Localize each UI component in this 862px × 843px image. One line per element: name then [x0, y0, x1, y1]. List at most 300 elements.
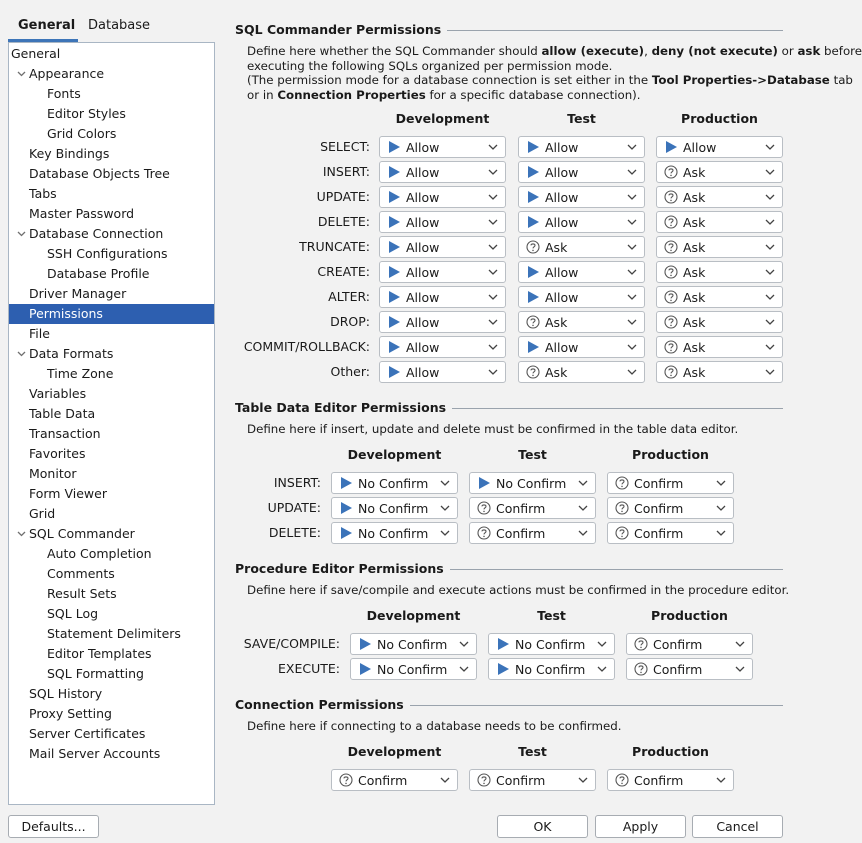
play-icon	[526, 215, 540, 229]
play-icon	[526, 165, 540, 179]
question-icon	[634, 662, 648, 676]
chevron-down-icon[interactable]	[577, 502, 589, 514]
dropdown-value: No Confirm	[358, 476, 429, 491]
dropdown-value: Ask	[683, 190, 706, 205]
sql-other-production-dropdown[interactable]	[656, 361, 783, 383]
chevron-down-icon[interactable]	[14, 224, 28, 244]
chevron-down-icon[interactable]	[439, 477, 451, 489]
sql-truncate-development-dropdown[interactable]	[379, 236, 506, 258]
dropdown-value: Confirm	[653, 637, 703, 652]
dropdown-value: No Confirm	[377, 637, 448, 652]
question-icon	[526, 315, 540, 329]
question-icon	[664, 190, 678, 204]
play-icon	[339, 501, 353, 515]
settings-tree[interactable]	[8, 42, 215, 805]
dropdown-value: Confirm	[634, 526, 684, 541]
sql-select-development-dropdown[interactable]	[379, 136, 506, 158]
tree-item-table-data[interactable]	[9, 404, 214, 424]
play-icon	[387, 365, 401, 379]
tree-item-label: Grid	[29, 506, 56, 521]
tree-item-label: Favorites	[29, 446, 86, 461]
chevron-down-icon[interactable]	[487, 241, 499, 253]
tree-item-transaction[interactable]	[9, 424, 214, 444]
chevron-down-icon[interactable]	[734, 663, 746, 675]
table-data-update-development-dropdown[interactable]	[331, 497, 458, 519]
description-emphasis: deny (not execute)	[651, 44, 778, 58]
play-icon	[526, 290, 540, 304]
description-text: for a specific database connection).	[425, 87, 641, 102]
tree-item-key-bindings[interactable]	[9, 144, 214, 164]
dropdown-value: Ask	[545, 315, 568, 330]
chevron-down-icon[interactable]	[487, 166, 499, 178]
tree-item-sql-history[interactable]	[9, 684, 214, 704]
play-icon	[526, 265, 540, 279]
description-text: or in	[247, 87, 278, 102]
sql-drop-test-dropdown[interactable]	[518, 311, 645, 333]
play-icon	[387, 165, 401, 179]
sql-select-production-dropdown[interactable]	[656, 136, 783, 158]
chevron-down-icon[interactable]	[715, 502, 727, 514]
chevron-down-icon[interactable]	[764, 341, 776, 353]
tree-item-label: Data Formats	[29, 346, 114, 361]
chevron-down-icon[interactable]	[764, 316, 776, 328]
connection-section-title: Connection Permissions	[235, 697, 410, 712]
tree-item-sql-formatting[interactable]	[9, 664, 214, 684]
dropdown-value: Allow	[545, 265, 579, 280]
tree-item-tabs[interactable]	[9, 184, 214, 204]
tree-item-label: SSH Configurations	[47, 246, 168, 261]
description-emphasis: ask	[797, 44, 821, 58]
tree-item-comments[interactable]	[9, 564, 214, 584]
chevron-down-icon[interactable]	[764, 366, 776, 378]
chevron-down-icon[interactable]	[487, 266, 499, 278]
procedure-save-compile-production-dropdown[interactable]	[626, 633, 753, 655]
tree-item-label: Editor Templates	[47, 646, 152, 661]
chevron-down-icon[interactable]	[626, 366, 638, 378]
column-header-production: Production	[632, 447, 709, 462]
connection-connect-production-dropdown[interactable]	[607, 769, 734, 791]
sql-update-development-dropdown[interactable]	[379, 186, 506, 208]
chevron-down-icon[interactable]	[577, 527, 589, 539]
section-divider	[450, 569, 783, 570]
chevron-down-icon[interactable]	[487, 316, 499, 328]
tree-item-label: Tabs	[29, 186, 57, 201]
defaults-button[interactable]: Defaults...	[8, 815, 99, 838]
tree-item-editor-styles[interactable]	[9, 104, 214, 124]
tree-item-favorites[interactable]	[9, 444, 214, 464]
sql-alter-development-dropdown[interactable]	[379, 286, 506, 308]
column-header-test: Test	[518, 744, 547, 759]
sql-row-label: DROP:	[330, 314, 370, 329]
chevron-down-icon[interactable]	[458, 663, 470, 675]
tree-item-label: Variables	[29, 386, 87, 401]
dropdown-value: Ask	[683, 265, 706, 280]
question-icon	[664, 240, 678, 254]
ok-button[interactable]: OK	[497, 815, 588, 838]
dropdown-value: Allow	[545, 340, 579, 355]
tree-item-label: Monitor	[29, 466, 77, 481]
chevron-down-icon[interactable]	[596, 638, 608, 650]
chevron-down-icon[interactable]	[764, 266, 776, 278]
description-text: executing the following SQLs organized per permission mode.	[247, 58, 613, 73]
apply-button[interactable]: Apply	[595, 815, 686, 838]
dropdown-value: Confirm	[634, 501, 684, 516]
chevron-down-icon[interactable]	[458, 638, 470, 650]
tree-item-label: Grid Colors	[47, 126, 117, 141]
chevron-down-icon[interactable]	[487, 216, 499, 228]
chevron-down-icon[interactable]	[626, 316, 638, 328]
tree-item-label: Result Sets	[47, 586, 117, 601]
description-text: ,	[644, 44, 652, 58]
play-icon	[387, 190, 401, 204]
chevron-down-icon[interactable]	[577, 774, 589, 786]
sql-alter-production-dropdown[interactable]	[656, 286, 783, 308]
tree-item-label: Proxy Setting	[29, 706, 112, 721]
tree-item-label: File	[29, 326, 50, 341]
chevron-down-icon[interactable]	[734, 638, 746, 650]
play-icon	[358, 637, 372, 651]
column-header-test: Test	[567, 111, 596, 126]
dropdown-value: Allow	[406, 190, 440, 205]
dropdown-value: No Confirm	[496, 476, 567, 491]
play-icon	[387, 140, 401, 154]
dropdown-value: Ask	[683, 315, 706, 330]
chevron-down-icon[interactable]	[764, 216, 776, 228]
chevron-down-icon[interactable]	[626, 266, 638, 278]
play-icon	[387, 215, 401, 229]
section-divider	[452, 408, 783, 409]
question-icon	[526, 240, 540, 254]
tree-item-label: Database Connection	[29, 226, 164, 241]
sql-section-title: SQL Commander Permissions	[235, 22, 447, 37]
tree-item-driver-manager[interactable]	[9, 284, 214, 304]
dropdown-value: No Confirm	[358, 501, 429, 516]
dropdown-value: Confirm	[634, 773, 684, 788]
chevron-down-icon[interactable]	[596, 663, 608, 675]
table-data-section-title: Table Data Editor Permissions	[235, 400, 452, 415]
tree-item-data-formats[interactable]	[9, 344, 214, 364]
description-text: before	[820, 44, 862, 58]
dropdown-value: Confirm	[634, 476, 684, 491]
column-header-test: Test	[537, 608, 566, 623]
chevron-down-icon[interactable]	[439, 527, 451, 539]
play-icon	[496, 637, 510, 651]
chevron-down-icon[interactable]	[439, 502, 451, 514]
question-icon	[615, 526, 629, 540]
tree-item-mail-server-accounts[interactable]	[9, 744, 214, 764]
dropdown-value: Allow	[406, 215, 440, 230]
tree-item-permissions[interactable]	[9, 304, 214, 324]
question-icon	[664, 165, 678, 179]
dropdown-value: Confirm	[496, 501, 546, 516]
chevron-down-icon[interactable]	[626, 166, 638, 178]
tree-item-sql-log[interactable]	[9, 604, 214, 624]
dropdown-value: Ask	[683, 165, 706, 180]
dropdown-value: Allow	[406, 265, 440, 280]
tree-item-label: SQL Commander	[29, 526, 135, 541]
sql-select-test-dropdown[interactable]	[518, 136, 645, 158]
play-icon	[339, 526, 353, 540]
sql-create-development-dropdown[interactable]	[379, 261, 506, 283]
question-icon	[664, 340, 678, 354]
chevron-down-icon[interactable]	[487, 141, 499, 153]
tree-item-grid[interactable]	[9, 504, 214, 524]
dropdown-value: Confirm	[496, 773, 546, 788]
column-header-test: Test	[518, 447, 547, 462]
tree-item-form-viewer[interactable]	[9, 484, 214, 504]
tree-item-label: Database Profile	[47, 266, 150, 281]
sql-row-label: DELETE:	[317, 214, 370, 229]
description-text: tab	[829, 73, 853, 87]
chevron-down-icon[interactable]	[715, 527, 727, 539]
tree-item-server-certificates[interactable]	[9, 724, 214, 744]
dropdown-value: Allow	[406, 140, 440, 155]
tree-item-general[interactable]	[9, 44, 214, 64]
play-icon	[477, 476, 491, 490]
dropdown-value: Ask	[683, 290, 706, 305]
tree-item-master-password[interactable]	[9, 204, 214, 224]
sql-insert-development-dropdown[interactable]	[379, 161, 506, 183]
dropdown-value: Allow	[545, 290, 579, 305]
sql-delete-development-dropdown[interactable]	[379, 211, 506, 233]
tree-item-label: Fonts	[47, 86, 81, 101]
dropdown-value: Confirm	[653, 662, 703, 677]
sql-row-label: TRUNCATE:	[299, 239, 370, 254]
dropdown-value: Allow	[545, 190, 579, 205]
tree-item-label: Master Password	[29, 206, 135, 221]
sql-delete-production-dropdown[interactable]	[656, 211, 783, 233]
sql-create-test-dropdown[interactable]	[518, 261, 645, 283]
play-icon	[339, 476, 353, 490]
column-header-production: Production	[681, 111, 758, 126]
sql-truncate-test-dropdown[interactable]	[518, 236, 645, 258]
sql-alter-test-dropdown[interactable]	[518, 286, 645, 308]
tree-item-proxy-setting[interactable]	[9, 704, 214, 724]
tab-database[interactable]: Database	[88, 18, 151, 33]
chevron-down-icon[interactable]	[626, 191, 638, 203]
chevron-down-icon[interactable]	[487, 366, 499, 378]
chevron-down-icon[interactable]	[764, 166, 776, 178]
table-data-delete-production-dropdown[interactable]	[607, 522, 734, 544]
question-icon	[477, 501, 491, 515]
tree-item-label: Appearance	[29, 66, 105, 81]
description-emphasis: Tool Properties->Database	[651, 73, 830, 87]
procedure-execute-development-dropdown[interactable]	[350, 658, 477, 680]
table-data-insert-test-dropdown[interactable]	[469, 472, 596, 494]
chevron-down-icon[interactable]	[764, 191, 776, 203]
tree-item-label: Permissions	[29, 306, 103, 321]
procedure-section-title: Procedure Editor Permissions	[235, 561, 450, 576]
sql-other-test-dropdown[interactable]	[518, 361, 645, 383]
tree-item-label: General	[11, 46, 61, 61]
tree-item-label: SQL Formatting	[47, 666, 144, 681]
dropdown-value: Ask	[683, 215, 706, 230]
connection-connect-test-dropdown[interactable]	[469, 769, 596, 791]
chevron-down-icon[interactable]	[715, 774, 727, 786]
table-data-row-label: UPDATE:	[267, 500, 321, 515]
connection-connect-development-dropdown[interactable]	[331, 769, 458, 791]
sql-row-label: INSERT:	[322, 164, 370, 179]
table-data-update-production-dropdown[interactable]	[607, 497, 734, 519]
dropdown-value: Allow	[406, 340, 440, 355]
dropdown-value: No Confirm	[377, 662, 448, 677]
tree-item-label: SQL History	[29, 686, 103, 701]
play-icon	[526, 340, 540, 354]
sql-row-label: Other:	[330, 364, 370, 379]
table-data-insert-production-dropdown[interactable]	[607, 472, 734, 494]
dropdown-value: Allow	[406, 165, 440, 180]
dropdown-value: Allow	[545, 215, 579, 230]
tree-item-time-zone[interactable]	[9, 364, 214, 384]
procedure-save-compile-test-dropdown[interactable]	[488, 633, 615, 655]
play-icon	[664, 140, 678, 154]
tree-item-label: Time Zone	[47, 366, 114, 381]
sql-insert-production-dropdown[interactable]	[656, 161, 783, 183]
description-text: or	[777, 44, 798, 58]
tree-item-label: Form Viewer	[29, 486, 107, 501]
tree-item-label: Editor Styles	[47, 106, 126, 121]
dropdown-value: Ask	[683, 340, 706, 355]
sql-row-label: ALTER:	[328, 289, 370, 304]
tree-item-monitor[interactable]	[9, 464, 214, 484]
procedure-description: Define here if save/compile and execute actions must be confirmed in the procedure editor.	[247, 583, 790, 597]
tree-item-statement-delimiters[interactable]	[9, 624, 214, 644]
tree-item-fonts[interactable]	[9, 84, 214, 104]
section-divider	[410, 705, 783, 706]
play-icon	[387, 265, 401, 279]
tree-item-label: Transaction	[29, 426, 101, 441]
sql-other-development-dropdown[interactable]	[379, 361, 506, 383]
chevron-down-icon[interactable]	[626, 341, 638, 353]
chevron-down-icon[interactable]	[626, 241, 638, 253]
tree-item-database-connection[interactable]	[9, 224, 214, 244]
chevron-down-icon[interactable]	[487, 291, 499, 303]
dropdown-value: Allow	[545, 140, 579, 155]
procedure-row-label: SAVE/COMPILE:	[243, 636, 340, 651]
question-icon	[634, 637, 648, 651]
chevron-down-icon[interactable]	[487, 341, 499, 353]
tree-item-label: Key Bindings	[29, 146, 110, 161]
sql-description-line	[247, 44, 862, 59]
sql-delete-test-dropdown[interactable]	[518, 211, 645, 233]
question-icon	[664, 290, 678, 304]
table-data-update-test-dropdown[interactable]	[469, 497, 596, 519]
tree-item-editor-templates[interactable]	[9, 644, 214, 664]
dropdown-value: No Confirm	[515, 637, 586, 652]
dropdown-value: Allow	[406, 365, 440, 380]
sql-insert-test-dropdown[interactable]	[518, 161, 645, 183]
chevron-down-icon[interactable]	[626, 141, 638, 153]
question-icon	[615, 501, 629, 515]
tree-item-ssh-configurations[interactable]	[9, 244, 214, 264]
tree-item-grid-colors[interactable]	[9, 124, 214, 144]
chevron-down-icon[interactable]	[764, 141, 776, 153]
table-data-description: Define here if insert, update and delete must be confirmed in the table data editor.	[247, 422, 739, 436]
chevron-down-icon[interactable]	[626, 291, 638, 303]
tree-item-label: Database Objects Tree	[29, 166, 170, 181]
tree-item-result-sets[interactable]	[9, 584, 214, 604]
sql-update-test-dropdown[interactable]	[518, 186, 645, 208]
sql-update-production-dropdown[interactable]	[656, 186, 783, 208]
sql-drop-development-dropdown[interactable]	[379, 311, 506, 333]
play-icon	[387, 240, 401, 254]
sql-create-production-dropdown[interactable]	[656, 261, 783, 283]
question-icon	[477, 526, 491, 540]
tab-bar	[8, 12, 215, 42]
dropdown-value: No Confirm	[358, 526, 429, 541]
dropdown-value: Allow	[406, 315, 440, 330]
procedure-row-label: EXECUTE:	[278, 661, 340, 676]
tree-item-sql-commander[interactable]	[9, 524, 214, 544]
chevron-down-icon[interactable]	[715, 477, 727, 489]
procedure-save-compile-development-dropdown[interactable]	[350, 633, 477, 655]
sql-row-label: UPDATE:	[316, 189, 370, 204]
tree-item-database-objects-tree[interactable]	[9, 164, 214, 184]
dropdown-value: Ask	[545, 365, 568, 380]
tab-general[interactable]: General	[8, 12, 78, 42]
section-divider	[447, 30, 783, 31]
chevron-down-icon[interactable]	[764, 291, 776, 303]
column-header-development: Development	[366, 608, 461, 623]
tree-item-database-profile[interactable]	[9, 264, 214, 284]
dropdown-value: No Confirm	[515, 662, 586, 677]
tree-item-label: Statement Delimiters	[47, 626, 181, 641]
sql-description-line	[247, 88, 641, 103]
chevron-down-icon[interactable]	[439, 774, 451, 786]
play-icon	[387, 340, 401, 354]
sql-drop-production-dropdown[interactable]	[656, 311, 783, 333]
tree-item-variables[interactable]	[9, 384, 214, 404]
chevron-down-icon[interactable]	[14, 344, 28, 364]
question-icon	[526, 365, 540, 379]
sql-commit-rollback-test-dropdown[interactable]	[518, 336, 645, 358]
tree-item-auto-completion[interactable]	[9, 544, 214, 564]
column-header-development: Development	[347, 447, 442, 462]
play-icon	[496, 662, 510, 676]
cancel-button[interactable]: Cancel	[692, 815, 783, 838]
dropdown-value: Allow	[406, 290, 440, 305]
tree-item-label: Comments	[47, 566, 115, 581]
tree-item-appearance[interactable]	[9, 64, 214, 84]
question-icon	[477, 773, 491, 787]
play-icon	[387, 290, 401, 304]
column-header-production: Production	[651, 608, 728, 623]
question-icon	[664, 215, 678, 229]
sql-truncate-production-dropdown[interactable]	[656, 236, 783, 258]
table-data-insert-development-dropdown[interactable]	[331, 472, 458, 494]
chevron-down-icon[interactable]	[626, 216, 638, 228]
connection-description: Define here if connecting to a database needs to be confirmed.	[247, 719, 622, 733]
column-header-development: Development	[347, 744, 442, 759]
chevron-down-icon[interactable]	[487, 191, 499, 203]
sql-commit-rollback-development-dropdown[interactable]	[379, 336, 506, 358]
table-data-delete-test-dropdown[interactable]	[469, 522, 596, 544]
table-data-row-label: DELETE:	[268, 525, 321, 540]
chevron-down-icon[interactable]	[764, 241, 776, 253]
chevron-down-icon[interactable]	[14, 64, 28, 84]
chevron-down-icon[interactable]	[14, 524, 28, 544]
procedure-execute-production-dropdown[interactable]	[626, 658, 753, 680]
chevron-down-icon[interactable]	[577, 477, 589, 489]
tree-item-label: Auto Completion	[47, 546, 152, 561]
dropdown-value: Allow	[406, 240, 440, 255]
description-emphasis: allow (execute)	[541, 44, 645, 58]
procedure-execute-test-dropdown[interactable]	[488, 658, 615, 680]
sql-commit-rollback-production-dropdown[interactable]	[656, 336, 783, 358]
question-icon	[339, 773, 353, 787]
tree-item-file[interactable]	[9, 324, 214, 344]
table-data-delete-development-dropdown[interactable]	[331, 522, 458, 544]
